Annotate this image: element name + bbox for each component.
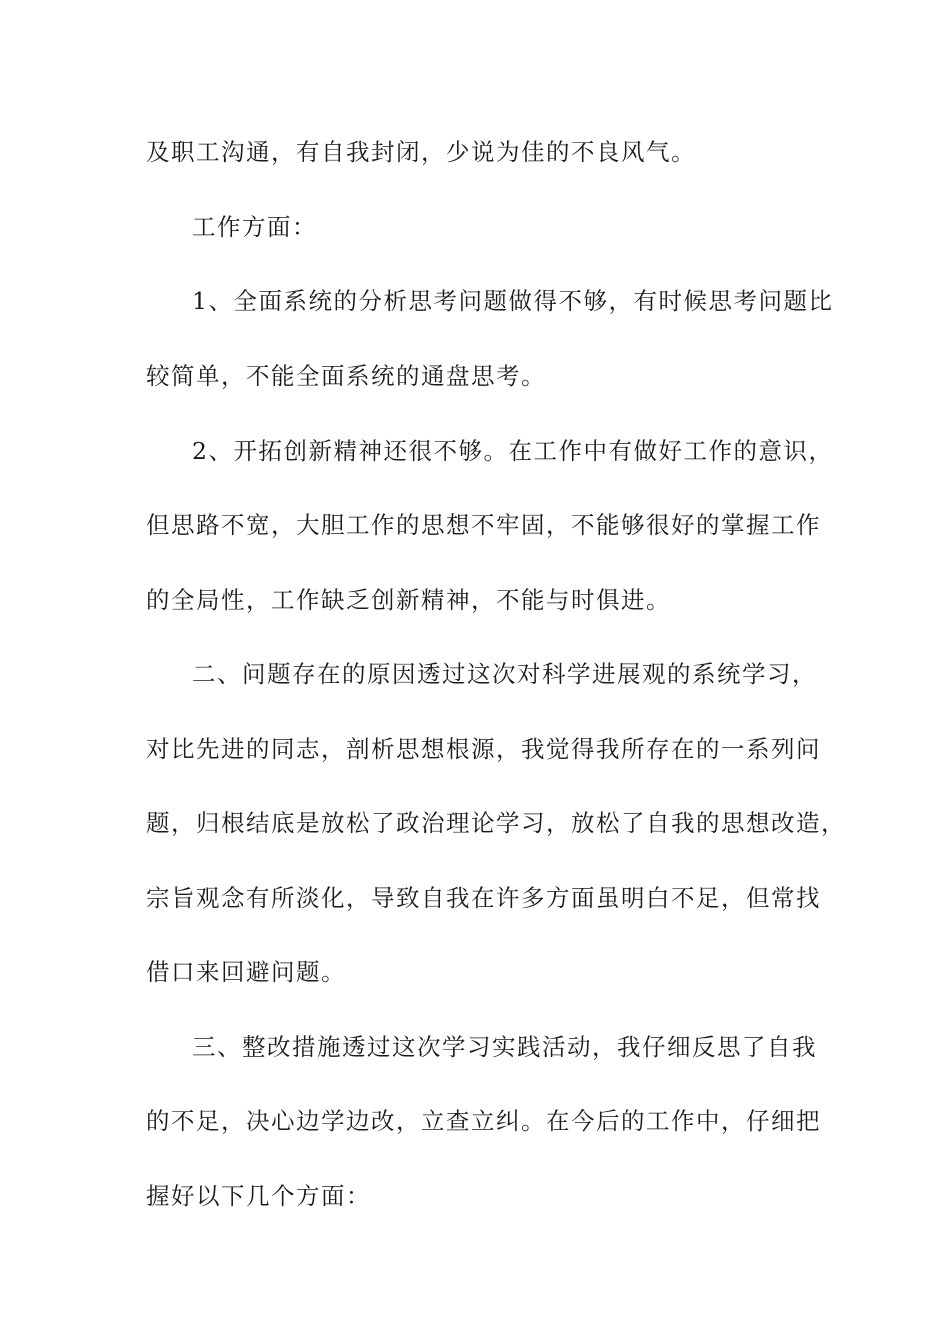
text-line-9: 对比先进的同志，剖析思想根源，我觉得我所存在的一系列问 [146, 735, 821, 763]
text-line-4: 较简单，不能全面系统的通盘思考。 [146, 362, 546, 390]
text-line-12: 借口来回避问题。 [146, 958, 346, 986]
text-line-11: 宗旨观念有所淡化，导致自我在许多方面虽明白不足，但常找 [146, 884, 821, 912]
text-line-7: 的全局性，工作缺乏创新精神，不能与时俱进。 [146, 586, 671, 614]
text-line-13: 三、整改措施透过这次学习实践活动，我仔细反思了自我 [192, 1033, 817, 1061]
text-line-1: 及职工沟通，有自我封闭，少说为佳的不良风气。 [146, 138, 696, 166]
text-line-5: 2、开拓创新精神还很不够。在工作中有做好工作的意识， [192, 437, 834, 465]
text-line-3: 1、全面系统的分析思考问题做得不够，有时候思考问题比 [192, 287, 834, 315]
text-line-8: 二、问题存在的原因透过这次对科学进展观的系统学习， [192, 660, 817, 688]
text-line-14: 的不足，决心边学边改，立查立纠。在今后的工作中，仔细把 [146, 1107, 821, 1135]
text-line-10: 题，归根结底是放松了政治理论学习，放松了自我的思想改造， [146, 809, 846, 837]
text-line-2: 工作方面： [192, 213, 317, 241]
text-line-15: 握好以下几个方面： [146, 1182, 371, 1210]
text-line-6: 但思路不宽，大胆工作的思想不牢固，不能够很好的掌握工作 [146, 511, 821, 539]
